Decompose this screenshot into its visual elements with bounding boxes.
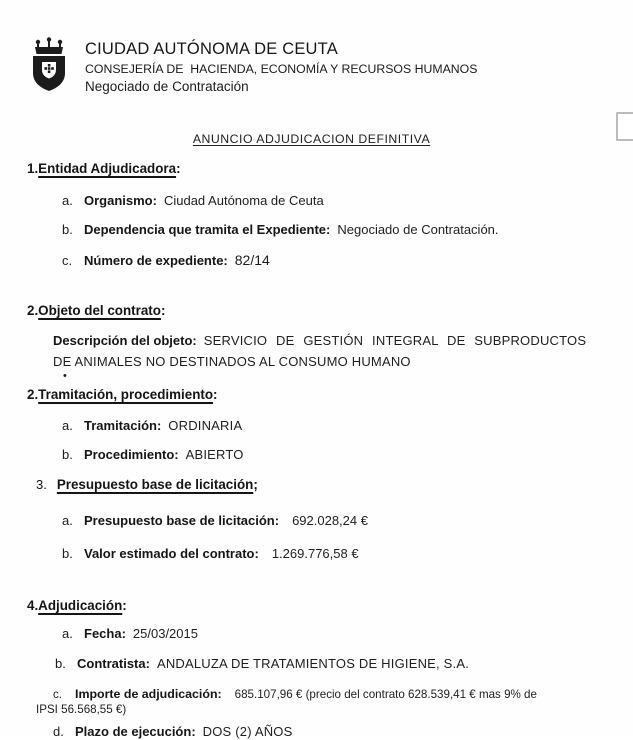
section-heading-adjudicacion — [27, 598, 127, 614]
section-title: Objeto del contrato — [38, 303, 161, 318]
list-item-fecha — [62, 626, 198, 642]
item-label: Número de expediente: — [84, 253, 228, 268]
section-sep: : — [176, 161, 181, 176]
section-title: Entidad Adjudicadora — [38, 161, 177, 176]
list-item-dependencia — [62, 222, 499, 238]
list-item-procedimiento — [62, 447, 244, 463]
item-value: Negociado de Contratación. — [337, 222, 499, 237]
item-label: Dependencia que tramita el Expediente: — [84, 222, 331, 237]
item-marker: b. — [62, 447, 73, 462]
list-item-presupuesto-base — [62, 513, 368, 529]
item-marker: b. — [62, 546, 73, 561]
section-number: 2. — [27, 303, 39, 318]
section-title: Presupuesto base de licitación — [56, 477, 254, 492]
list-item-importe-line1 — [53, 686, 537, 703]
item-value: 685.107,96 € (precio del contrato 628.539,41 € mas 9% de — [234, 688, 537, 701]
item-label: Organismo: — [84, 193, 157, 208]
section-heading-tramitacion — [27, 387, 218, 403]
stray-bullet: • — [63, 370, 67, 382]
department-name: CONSEJERÍA DE HACIENDA, ECONOMÍA Y RECURSOS HUMANOS — [85, 62, 478, 76]
document-title: ANUNCIO ADJUDICACION DEFINITIVA — [192, 132, 431, 146]
item-marker: b. — [62, 222, 73, 237]
section-heading-presupuesto — [36, 477, 258, 493]
item-label: Contratista: — [77, 656, 150, 671]
item-value: 692.028,24 € — [292, 513, 368, 528]
item-marker: a. — [62, 513, 73, 528]
list-item-contratista — [55, 656, 469, 672]
item-marker: a. — [62, 193, 73, 208]
section-sep: : — [122, 598, 127, 613]
list-item-tramitacion — [62, 418, 242, 434]
item-value: Ciudad Autónoma de Ceuta — [163, 193, 324, 208]
office-name: Negociado de Contratación — [85, 79, 249, 94]
item-value: ORDINARIA — [168, 418, 243, 433]
item-value: SERVICIO DE GESTIÓN INTEGRAL DE SUBPRODUCTOS — [203, 333, 587, 348]
objeto-description-line2: DE ANIMALES NO DESTINADOS AL CONSUMO HUMANO — [53, 354, 411, 369]
item-value: 1.269.776,58 € — [271, 546, 359, 561]
item-label: Importe de adjudicación: — [75, 687, 222, 701]
section-sep: ; — [253, 477, 258, 492]
section-sep: : — [160, 303, 166, 318]
item-marker: c. — [62, 253, 73, 268]
ceuta-coat-of-arms-icon — [25, 36, 73, 94]
section-title: Adjudicación — [38, 598, 123, 613]
org-name: CIUDAD AUTÓNOMA DE CEUTA — [85, 40, 338, 58]
header-text-block — [85, 36, 477, 95]
item-marker: c. — [53, 688, 63, 701]
list-item-organismo — [62, 193, 324, 209]
item-value: ANDALUZA DE TRATAMIENTOS DE HIGIENE, S.A. — [156, 656, 470, 671]
item-marker: a. — [62, 418, 73, 433]
item-label: Tramitación: — [84, 418, 162, 433]
objeto-description-line1 — [53, 333, 586, 349]
list-item-importe-line2: IPSI 56.568,55 €) — [36, 703, 127, 716]
item-value: 25/03/2015 — [132, 626, 198, 641]
list-item-valor-estimado — [62, 546, 359, 562]
list-item-expediente — [62, 252, 270, 269]
document-header — [25, 36, 477, 95]
section-heading-objeto — [27, 303, 165, 319]
item-label: Procedimiento: — [84, 447, 179, 462]
item-label: Plazo de ejecución: — [75, 724, 196, 739]
section-sep: : — [213, 387, 218, 402]
item-label: Descripción del objeto: — [53, 333, 197, 348]
item-label: Valor estimado del contrato: — [84, 546, 259, 561]
section-number: 1. — [27, 161, 39, 176]
section-number: 2. — [27, 387, 39, 402]
item-marker: a. — [62, 626, 73, 641]
section-title: Tramitación, procedimiento — [38, 387, 214, 402]
item-label: Presupuesto base de licitación: — [84, 513, 280, 528]
list-item-plazo — [53, 724, 292, 740]
section-number: 4. — [27, 598, 39, 613]
item-marker: d. — [53, 724, 64, 739]
item-value: ABIERTO — [185, 447, 244, 462]
item-marker: b. — [55, 656, 66, 671]
section-heading-entidad — [27, 161, 181, 177]
item-value: DOS (2) AÑOS — [202, 724, 293, 739]
section-number: 3. — [36, 477, 47, 492]
item-label: Fecha: — [84, 626, 126, 641]
item-value: 82/14 — [234, 252, 270, 268]
